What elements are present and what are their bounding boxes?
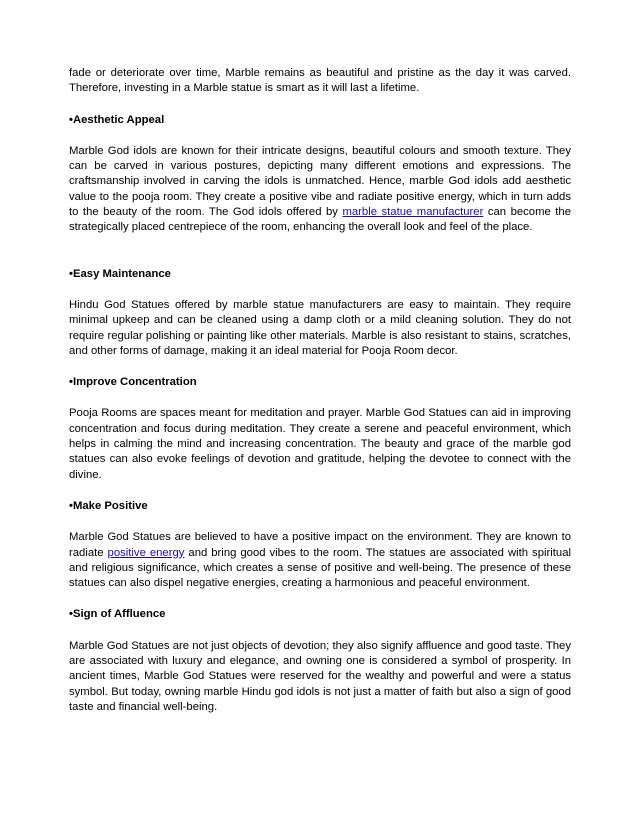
bullet-glyph: • (69, 499, 73, 512)
intro-paragraph: fade or deteriorate over time, Marble remains as beautiful and pristine as the day it was carved. Therefore, investing in a Marble statue is smart as it will last a lifetime. (69, 67, 571, 95)
bullet-glyph: • (69, 267, 73, 280)
document-page (69, 66, 571, 715)
aesthetic-text-before: Marble God idols are known for their intricate designs, beautiful colours and smooth texture. They can be carved in various postures, depicting many different emotions and expressions. The craftsmanship involved in carving the idols is unmatched. Hence, marble God idols add aesthetic value to the pooja room. They create a positive vibe and radiate positive energy, which in turn adds to the beauty of the room. The God idols offered by (69, 144, 571, 219)
heading-easy-maintenance (69, 267, 571, 282)
bullet-glyph: • (69, 113, 73, 126)
heading-make-positive (69, 499, 571, 514)
positive-text-before: Marble God Statues are believed to have a positive impact on the environment. They are known to radiate (69, 531, 571, 559)
heading-improve-concentration (69, 375, 571, 390)
affluence-paragraph: Marble God Statues are not just objects of devotion; they also signify affluence and good taste. They are associated with luxury and elegance, and owning one is considered a symbol of prosperity. In ancient times, Marble God Statues were reserved for the wealthy and powerful and were a status symbol. But today, owning marble Hindu god idols is not just a matter of faith but also a sign of good taste and financial well-being. (69, 639, 571, 713)
heading-aesthetic-appeal (69, 113, 571, 128)
heading-sign-of-affluence (69, 607, 571, 622)
bullet-glyph: • (69, 376, 73, 389)
maintenance-paragraph: Hindu God Statues offered by marble statue manufacturers are easy to maintain. They require minimal upkeep and can be cleaned using a damp cloth or a mild cleaning solution. They do not require regular polishing or painting like other materials. Marble is also resistant to stains, scratches, and other forms of damage, making it an ideal material for Pooja Room decor. (69, 298, 571, 357)
heading-text: Improve Concentration (72, 376, 197, 389)
aesthetic-text-after: can become the strategically placed centrepiece of the room, enhancing the overall look and feel of the place. (69, 206, 571, 234)
heading-text: Aesthetic Appeal (72, 113, 165, 126)
heading-text: Easy Maintenance (72, 267, 171, 280)
marble-statue-manufacturer-link[interactable]: marble statue manufacturer (342, 206, 484, 219)
positive-energy-link[interactable]: positive energy (107, 546, 185, 559)
heading-text: Make Positive (72, 499, 148, 512)
positive-text-after: and bring good vibes to the room. The statues are associated with spiritual and religious significance, which creates a sense of positive and well-being. The presence of these statues can also dispel negative energies, creating a harmonious and peaceful environment. (69, 546, 571, 590)
heading-text: Sign of Affluence (72, 608, 166, 621)
positive-paragraph (69, 530, 571, 591)
concentration-paragraph: Pooja Rooms are spaces meant for meditation and prayer. Marble God Statues can aid in improving concentration and focus during meditation. They create a serene and peaceful environment, which helps in calming the mind and increasing concentration. The beauty and grace of the marble god statues can also evoke feelings of devotion and gratitude, helping the devotee to connect with the divine. (69, 407, 571, 481)
bullet-glyph: • (69, 608, 73, 621)
aesthetic-paragraph (69, 144, 571, 236)
